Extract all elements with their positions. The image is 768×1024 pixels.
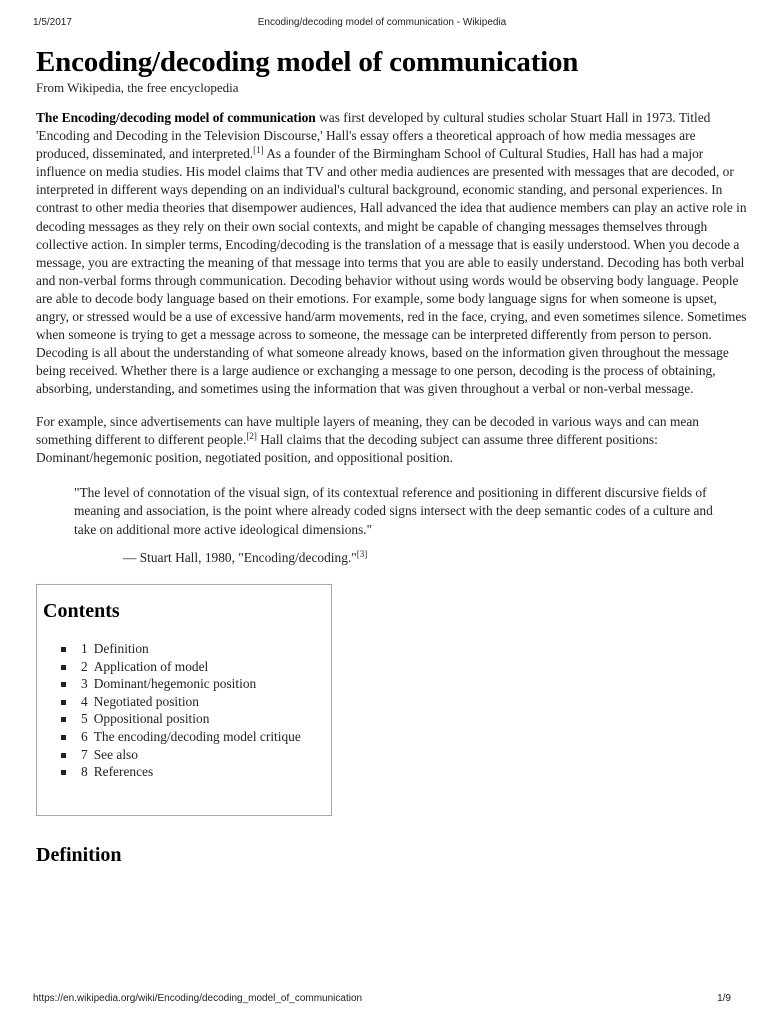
toc-item-label: See also (93, 746, 138, 762)
reference-link-3[interactable]: [3] (356, 549, 368, 559)
toc-item-number: 4 (81, 693, 88, 709)
toc-item-critique[interactable] (61, 728, 331, 746)
intro-text-rest: As a founder of the Birmingham School of Cultural Studies, Hall has had a major influence on media studies. His model claims that TV and other media audiences are presented with messages that are decoded, or interpreted in different ways depending on an individual's cultural background, economic standing, and personal experiences. In contrast to other media theories that disempower audiences, Hall advanced the idea that audience members can play an active role in decoding messages as they rely on their own social contexts, and might be capable of changing messages themselves through collective action. In simpler terms, Encoding/decoding is the translation of a message that is easily understood. When you decode a message, you are extracting the meaning of that message into terms that you are able to easily understand. Decoding has both verbal and non-verbal forms through communication. Decoding behavior without using words would be observing body language. People are able to decode body language based on their emotions. For example, some body language signs for when someone is upset, angry, or stressed would be a use of excessive hand/arm movements, red in the face, crying, and even sometimes silence. Sometimes when someone is trying to get a message across to someone, the message can be interpreted differently from person to person. Decoding is all about the understanding of what someone already knows, based on the information given throughout the message being received. Whether there is a large audience or exchanging a message to one person, decoding is the process of obtaining, absorbing, understanding, and sometimes using the information that was given throughout a verbal or non-verbal message. (36, 146, 747, 397)
toc-item-number: 3 (81, 676, 88, 692)
toc-item-see-also[interactable] (61, 746, 331, 764)
intro-paragraph (36, 109, 750, 399)
intro-text: was first developed by cultural studies scholar Stuart Hall in 1973. Titled 'Encoding and Decoding in the Television Discourse,' Hall's essay offers a theoretical approach of how media messages are produced, disseminated, and interpreted. (36, 110, 711, 162)
toc-item-negotiated[interactable] (61, 693, 331, 711)
toc-item-dominant[interactable] (61, 675, 331, 693)
article-content (36, 44, 750, 867)
site-tagline: From Wikipedia, the free encyclopedia (36, 80, 239, 95)
print-url: https://en.wikipedia.org/wiki/Encoding/decoding_model_of_communication (33, 993, 363, 1004)
toc-item-application[interactable] (61, 658, 331, 676)
second-paragraph-text: For example, since advertisements can have multiple layers of meaning, they can be decoded in various ways and can mean something different to different people. (36, 413, 699, 447)
quote-attribution (123, 549, 750, 567)
table-of-contents (36, 584, 332, 816)
toc-item-number: 8 (81, 764, 88, 780)
hall-quote: "The level of connotation of the visual sign, of its contextual reference and positioning in different discursive fields of meaning and association, is the point where already coded signs intersect with the deep semantic codes of a culture and take on additional more active ideological dimensions." (74, 484, 713, 537)
second-paragraph-rest: Hall claims that the decoding subject can assume three different positions: Dominant/hegemonic position, negotiated position, and oppositional position. (36, 431, 658, 465)
toc-item-label: References (93, 764, 154, 780)
toc-item-label: The encoding/decoding model critique (93, 728, 301, 744)
print-doc-title: Encoding/decoding model of communication - Wikipedia (257, 17, 507, 28)
toc-item-number: 1 (81, 641, 88, 656)
toc-item-number: 7 (81, 746, 88, 762)
toc-list (43, 640, 331, 781)
print-date: 1/5/2017 (33, 17, 72, 28)
page-title: Encoding/decoding model of communication (36, 46, 579, 78)
toc-item-label: Definition (93, 641, 149, 656)
toc-item-label: Oppositional position (93, 711, 210, 727)
page-number: 1/9 (717, 993, 731, 1004)
toc-item-definition[interactable] (61, 640, 331, 658)
toc-item-number: 5 (81, 711, 88, 727)
toc-item-number: 6 (81, 728, 88, 744)
toc-item-oppositional[interactable] (61, 710, 331, 728)
toc-item-label: Negotiated position (93, 693, 199, 709)
intro-bold-term: The Encoding/decoding model of communication (36, 110, 316, 125)
toc-item-label: Dominant/hegemonic position (93, 676, 257, 692)
toc-item-number: 2 (81, 658, 88, 674)
second-paragraph (36, 413, 750, 467)
section-heading-definition: Definition (36, 844, 122, 866)
toc-item-label: Application of model (93, 658, 209, 674)
toc-title: Contents (43, 600, 120, 622)
reference-link-1[interactable]: [1] (253, 145, 264, 156)
reference-link-2[interactable]: [2] (246, 430, 257, 441)
attribution-text: — Stuart Hall, 1980, "Encoding/decoding." (123, 550, 357, 565)
toc-item-references[interactable] (61, 763, 331, 781)
